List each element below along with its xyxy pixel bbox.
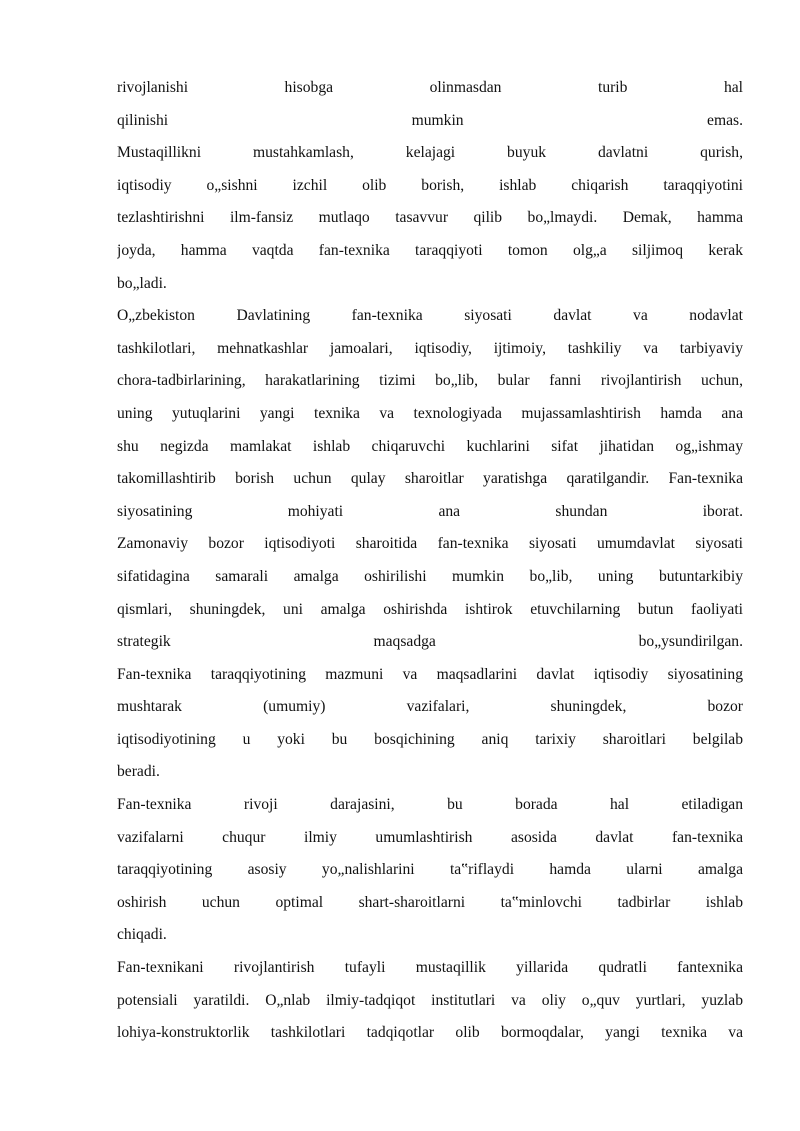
text-line: tashkilotlari, mehnatkashlar jamoalari, iqtisodiy, ijtimoiy, tashkiliy va tarbiyaviy xyxy=(117,339,743,357)
text-line: strategik maqsadga bo„ysundirilgan. xyxy=(117,633,743,651)
text-line: Fan-texnikani rivojlantirish tufayli mustaqillik yillarida qudratli fantexnika xyxy=(117,959,743,977)
text-line: potensiali yaratildi. O„nlab ilmiy-tadqiqot institutlari va oliy o„quv yurtlari, yuzlab xyxy=(117,991,743,1009)
text-line: mushtarak (umumiy) vazifalari, shuningdek, bozor xyxy=(117,698,743,716)
text-line: iqtisodiy o„sishni izchil olib borish, ishlab chiqarish taraqqiyotini xyxy=(117,176,743,194)
text-line: beradi. xyxy=(117,763,160,781)
text-line: tezlashtirishni ilm-fansiz mutlaqo tasavvur qilib bo„lmaydi. Demak, hamma xyxy=(117,209,743,227)
text-line: Fan-texnika rivoji darajasini, bu borada hal etiladigan xyxy=(117,796,743,814)
text-line: vazifalarni chuqur ilmiy umumlashtirish asosida davlat fan-texnika xyxy=(117,828,743,846)
document-body-text xyxy=(117,72,743,1050)
text-line: takomillashtirib borish uchun qulay sharoitlar yaratishga qaratilgandir. Fan-texnika xyxy=(117,470,743,488)
text-line: Mustaqillikni mustahkamlash, kelajagi buyuk davlatni qurish, xyxy=(117,144,743,162)
text-line: uning yutuqlarini yangi texnika va texnologiyada mujassamlashtirish hamda ana xyxy=(117,404,743,422)
text-line: Fan-texnika taraqqiyotining mazmuni va maqsadlarini davlat iqtisodiy siyosatining xyxy=(117,665,743,683)
text-line: qilinishi mumkin emas. xyxy=(117,111,743,129)
text-line: rivojlanishi hisobga olinmasdan turib hal xyxy=(117,79,743,96)
text-line: oshirish uchun optimal shart-sharoitlarni ta‟minlovchi tadbirlar ishlab xyxy=(117,893,743,911)
text-line: siyosatining mohiyati ana shundan iborat. xyxy=(117,502,743,520)
text-line: chora-tadbirlarining, harakatlarining tizimi bo„lib, bular fanni rivojlantirish uchun, xyxy=(117,372,743,390)
text-line: qismlari, shuningdek, uni amalga oshirishda ishtirok etuvchilarning butun faoliyati xyxy=(117,600,743,618)
text-line: Zamonaviy bozor iqtisodiyoti sharoitida fan-texnika siyosati umumdavlat siyosati xyxy=(117,535,743,553)
text-line: iqtisodiyotining u yoki bu bosqichining aniq tarixiy sharoitlari belgilab xyxy=(117,730,743,748)
text-line: chiqadi. xyxy=(117,926,167,944)
text-line: joyda, hamma vaqtda fan-texnika taraqqiyoti tomon olg„a siljimoq kerak xyxy=(117,241,743,259)
text-line: lohiya-konstruktorlik tashkilotlari tadqiqotlar olib bormoqdalar, yangi texnika va xyxy=(117,1024,743,1042)
text-line: taraqqiyotining asosiy yo„nalishlarini ta‟riflaydi hamda ularni amalga xyxy=(117,861,743,879)
text-line: sifatidagina samarali amalga oshirilishi mumkin bo„lib, uning butuntarkibiy xyxy=(117,567,743,585)
text-line: bo„ladi. xyxy=(117,274,167,292)
text-line: shu negizda mamlakat ishlab chiqaruvchi kuchlarini sifat jihatidan og„ishmay xyxy=(117,437,743,455)
text-line: O„zbekiston Davlatining fan-texnika siyosati davlat va nodavlat xyxy=(117,307,743,325)
